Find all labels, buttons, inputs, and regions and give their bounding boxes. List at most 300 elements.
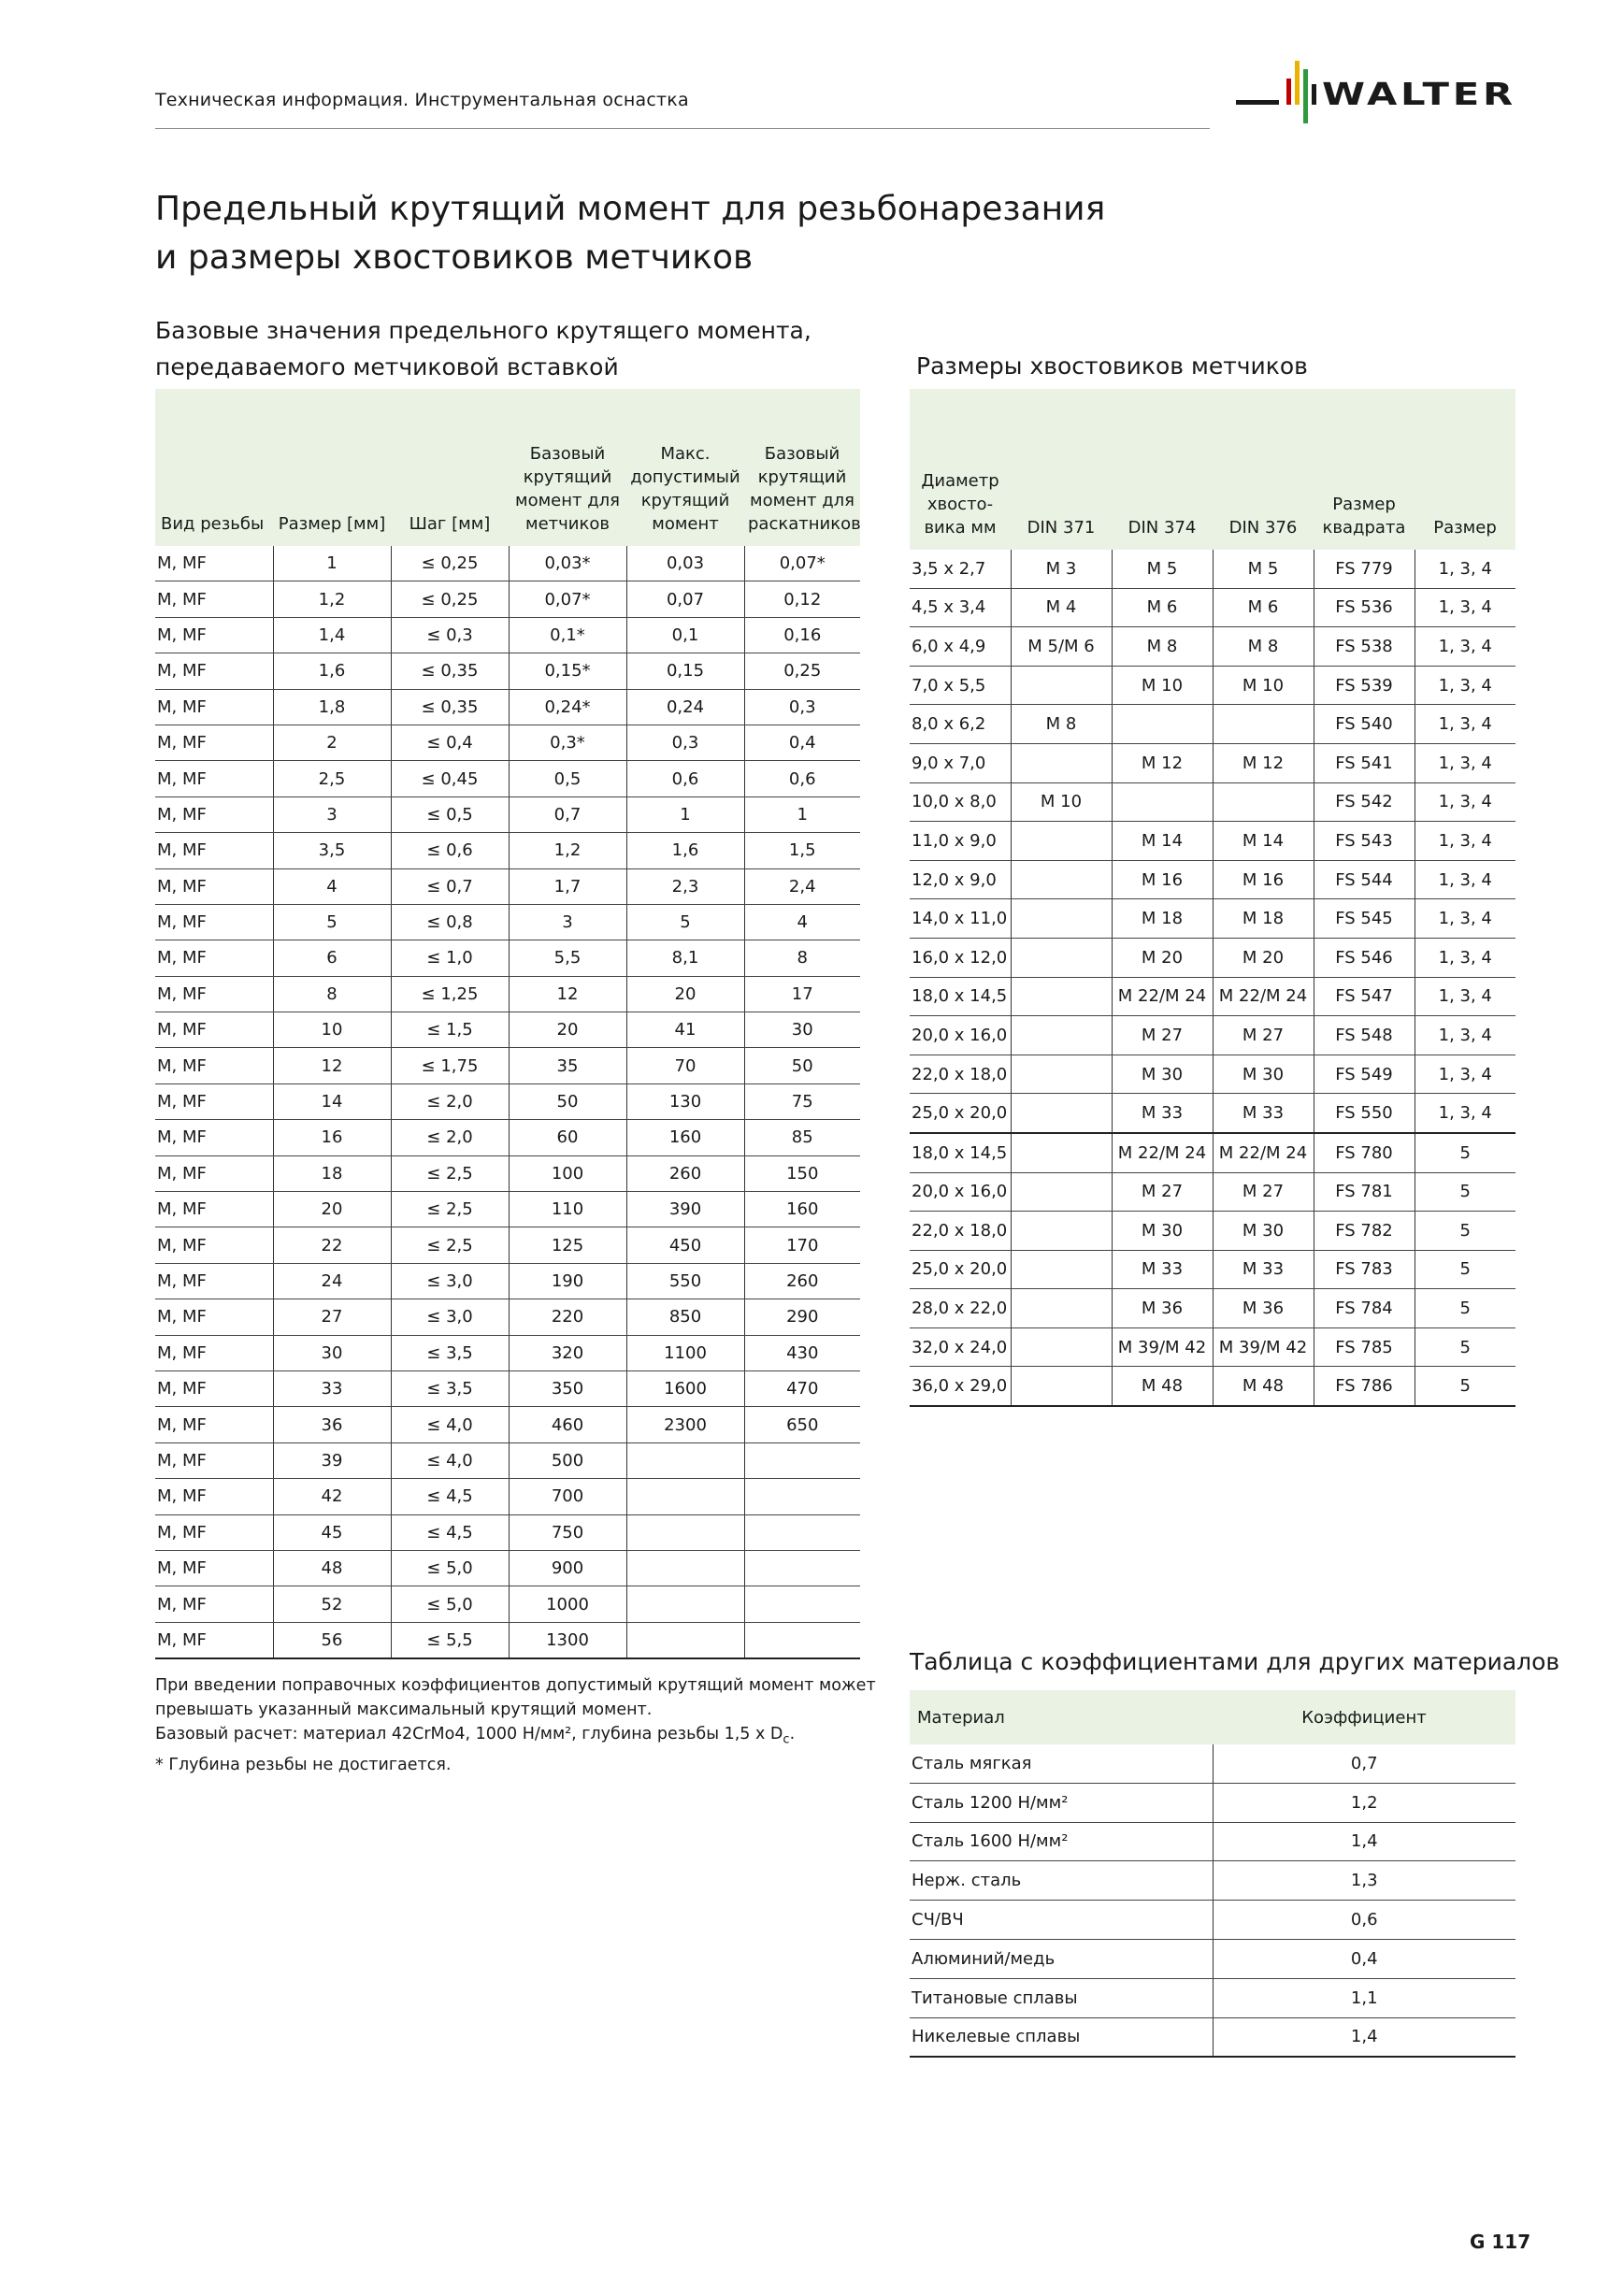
table-cell: 0,15 [626, 653, 744, 689]
table-cell: M, MF [155, 1227, 273, 1263]
table-cell [1011, 1250, 1112, 1289]
table-cell: FS 538 [1314, 627, 1415, 667]
shank-row [910, 977, 1515, 1016]
table-cell: M 30 [1213, 1212, 1314, 1251]
coef-row [910, 1978, 1515, 2017]
table-cell: 0,3 [744, 689, 860, 725]
table-cell: 20 [509, 1012, 626, 1048]
table-cell: 1,2 [509, 833, 626, 868]
table-cell: M, MF [155, 1048, 273, 1083]
table-cell: M 30 [1112, 1212, 1213, 1251]
coef-row [910, 1861, 1515, 1901]
torque-row [155, 689, 860, 725]
table-cell: M, MF [155, 581, 273, 617]
table-cell: 1,7 [509, 868, 626, 904]
table-cell: Сталь 1200 Н/мм² [910, 1783, 1213, 1822]
col-header-coefficient: Коэффициент [1213, 1690, 1515, 1744]
shank-row [910, 1327, 1515, 1367]
table-cell: 8 [744, 940, 860, 976]
table-cell: 70 [626, 1048, 744, 1083]
col-header-pitch: Шаг [мм] [391, 389, 509, 546]
table-cell: 45 [273, 1514, 391, 1550]
table-cell: M, MF [155, 1192, 273, 1227]
table-cell: 290 [744, 1299, 860, 1335]
table-cell: M 12 [1213, 743, 1314, 782]
table-cell: 36 [273, 1407, 391, 1442]
table-cell: FS 540 [1314, 705, 1415, 744]
table-cell: M, MF [155, 689, 273, 725]
coef-row [910, 1822, 1515, 1861]
table-cell: ≤ 3,5 [391, 1335, 509, 1370]
table-cell: 5 [626, 904, 744, 940]
table-cell: M, MF [155, 1622, 273, 1658]
torque-row [155, 940, 860, 976]
table-cell: ≤ 4,0 [391, 1442, 509, 1478]
table-cell: 8,1 [626, 940, 744, 976]
table-cell: M, MF [155, 940, 273, 976]
table-cell: 650 [744, 1407, 860, 1442]
torque-heading-line: передаваемого метчиковой вставкой [155, 353, 619, 380]
table-cell: 20,0 x 16,0 [910, 1016, 1011, 1055]
table-cell: 5 [1415, 1250, 1515, 1289]
table-cell: 22,0 x 18,0 [910, 1212, 1011, 1251]
table-cell: M, MF [155, 976, 273, 1012]
table-cell: 2 [273, 725, 391, 760]
table-cell: ≤ 0,3 [391, 617, 509, 653]
table-cell: 220 [509, 1299, 626, 1335]
shank-row [910, 1289, 1515, 1328]
table-cell: M 20 [1213, 938, 1314, 977]
table-cell: 750 [509, 1514, 626, 1550]
table-cell: 4,5 x 3,4 [910, 588, 1011, 627]
table-cell: 12,0 x 9,0 [910, 860, 1011, 899]
col-header-size-code: Размер [1415, 389, 1515, 550]
table-cell: M 27 [1112, 1172, 1213, 1212]
table-cell: 18 [273, 1155, 391, 1191]
torque-row [155, 1120, 860, 1155]
table-cell: 42 [273, 1479, 391, 1514]
torque-footnotes [155, 1673, 876, 1777]
table-cell [744, 1479, 860, 1514]
table-cell: M, MF [155, 1263, 273, 1299]
table-cell: 39 [273, 1442, 391, 1478]
table-cell: 2,4 [744, 868, 860, 904]
table-cell [1112, 782, 1213, 822]
table-cell: M, MF [155, 1120, 273, 1155]
table-cell: 430 [744, 1335, 860, 1370]
table-cell: ≤ 4,5 [391, 1479, 509, 1514]
torque-row [155, 1514, 860, 1550]
table-cell: 0,07* [744, 546, 860, 581]
table-cell: M, MF [155, 1442, 273, 1478]
table-cell: M 30 [1112, 1055, 1213, 1094]
table-cell: 50 [509, 1083, 626, 1119]
table-cell: M 8 [1213, 627, 1314, 667]
table-cell: 1300 [509, 1622, 626, 1658]
table-cell: 3 [273, 796, 391, 832]
table-cell: M 36 [1112, 1289, 1213, 1328]
table-cell: 0,07* [509, 581, 626, 617]
table-cell: 25,0 x 20,0 [910, 1250, 1011, 1289]
table-cell: 8 [273, 976, 391, 1012]
table-cell: M 22/M 24 [1112, 1133, 1213, 1172]
table-cell: M, MF [155, 833, 273, 868]
table-cell: ≤ 5,5 [391, 1622, 509, 1658]
table-cell: M, MF [155, 868, 273, 904]
table-cell: M, MF [155, 617, 273, 653]
table-cell: ≤ 1,25 [391, 976, 509, 1012]
table-cell: 450 [626, 1227, 744, 1263]
table-cell: FS 548 [1314, 1016, 1415, 1055]
table-cell: 8,0 x 6,2 [910, 705, 1011, 744]
footnote-subscript: c [783, 1732, 790, 1747]
table-cell: M 27 [1213, 1016, 1314, 1055]
torque-row [155, 796, 860, 832]
torque-row [155, 833, 860, 868]
table-cell: ≤ 2,0 [391, 1083, 509, 1119]
table-cell: 1 [273, 546, 391, 581]
col-header-square-size: Размер квадрата [1314, 389, 1415, 550]
torque-row [155, 1370, 860, 1406]
table-cell: M, MF [155, 1155, 273, 1191]
torque-row [155, 1083, 860, 1119]
table-cell: M 5/M 6 [1011, 627, 1112, 667]
table-cell: 0,03* [509, 546, 626, 581]
page-title-line: и размеры хвостовиков метчиков [155, 238, 754, 277]
coef-section-heading: Таблица с коэффициентами для других материалов [910, 1648, 1560, 1675]
table-cell: 24 [273, 1263, 391, 1299]
table-cell: 7,0 x 5,5 [910, 666, 1011, 705]
table-cell: FS 546 [1314, 938, 1415, 977]
table-cell: ≤ 3,0 [391, 1263, 509, 1299]
table-cell: FS 549 [1314, 1055, 1415, 1094]
table-cell: ≤ 0,7 [391, 868, 509, 904]
table-cell: 85 [744, 1120, 860, 1155]
table-cell: FS 783 [1314, 1250, 1415, 1289]
table-cell: 20,0 x 16,0 [910, 1172, 1011, 1212]
table-cell: ≤ 0,35 [391, 689, 509, 725]
table-cell: 100 [509, 1155, 626, 1191]
table-cell: 1, 3, 4 [1415, 1055, 1515, 1094]
table-cell: 60 [509, 1120, 626, 1155]
table-cell: M, MF [155, 1012, 273, 1048]
table-cell: FS 541 [1314, 743, 1415, 782]
torque-row [155, 653, 860, 689]
coef-row [910, 1901, 1515, 1940]
table-cell: M, MF [155, 725, 273, 760]
table-cell: M 12 [1112, 743, 1213, 782]
table-cell: 125 [509, 1227, 626, 1263]
table-cell: 0,7 [509, 796, 626, 832]
table-cell: 1,6 [626, 833, 744, 868]
torque-row [155, 1012, 860, 1048]
table-cell: M, MF [155, 546, 273, 581]
table-cell: 1,3 [1213, 1861, 1515, 1901]
table-cell: 30 [273, 1335, 391, 1370]
table-cell: 35 [509, 1048, 626, 1083]
table-cell: 5 [1415, 1172, 1515, 1212]
torque-row [155, 1155, 860, 1191]
table-cell: FS 545 [1314, 899, 1415, 939]
table-cell: FS 782 [1314, 1212, 1415, 1251]
table-cell: ≤ 0,35 [391, 653, 509, 689]
coef-table [910, 1690, 1515, 2058]
footnote-line: Базовый расчет: материал 42CrMo4, 1000 Н/мм², глубина резьбы 1,5 x $D_c$. [155, 1725, 796, 1747]
table-cell: ≤ 1,75 [391, 1048, 509, 1083]
table-cell: M 18 [1112, 899, 1213, 939]
table-cell: M, MF [155, 1586, 273, 1622]
table-cell: Сталь 1600 Н/мм² [910, 1822, 1213, 1861]
table-cell: 1,4 [1213, 2017, 1515, 2057]
table-cell: M 10 [1213, 666, 1314, 705]
table-cell: ≤ 0,4 [391, 725, 509, 760]
table-cell: M 14 [1112, 822, 1213, 861]
shank-row [910, 938, 1515, 977]
table-cell: 1,4 [1213, 1822, 1515, 1861]
table-cell: M, MF [155, 1083, 273, 1119]
table-cell: 550 [626, 1263, 744, 1299]
table-cell: 110 [509, 1192, 626, 1227]
table-cell: 1000 [509, 1586, 626, 1622]
table-cell: 16,0 x 12,0 [910, 938, 1011, 977]
table-cell: M 33 [1112, 1250, 1213, 1289]
table-cell: 260 [626, 1155, 744, 1191]
table-cell: 22,0 x 18,0 [910, 1055, 1011, 1094]
table-cell: 17 [744, 976, 860, 1012]
table-cell: 1, 3, 4 [1415, 938, 1515, 977]
table-cell: ≤ 0,6 [391, 833, 509, 868]
table-cell: ≤ 2,5 [391, 1192, 509, 1227]
table-cell: 4 [273, 868, 391, 904]
shank-row [910, 588, 1515, 627]
table-cell [1011, 860, 1112, 899]
table-cell: 18,0 x 14,5 [910, 977, 1011, 1016]
table-cell: ≤ 2,5 [391, 1155, 509, 1191]
table-cell [1011, 1212, 1112, 1251]
table-cell: 1, 3, 4 [1415, 705, 1515, 744]
table-cell: 0,1* [509, 617, 626, 653]
table-cell: 50 [744, 1048, 860, 1083]
table-cell: 0,7 [1213, 1744, 1515, 1783]
table-cell: ≤ 4,5 [391, 1514, 509, 1550]
shank-table-header [910, 389, 1515, 550]
table-cell: FS 539 [1314, 666, 1415, 705]
torque-heading-line: Базовые значения предельного крутящего момента, [155, 317, 812, 344]
table-cell: Титановые сплавы [910, 1978, 1213, 2017]
table-cell: 3,5 x 2,7 [910, 550, 1011, 588]
table-cell: 14,0 x 11,0 [910, 899, 1011, 939]
table-cell: ≤ 3,5 [391, 1370, 509, 1406]
table-cell: M 27 [1112, 1016, 1213, 1055]
table-cell: 5 [1415, 1212, 1515, 1251]
table-cell: M 5 [1112, 550, 1213, 588]
table-cell: M 39/M 42 [1213, 1327, 1314, 1367]
table-cell: 0,6 [1213, 1901, 1515, 1940]
table-cell: 4 [744, 904, 860, 940]
table-cell [626, 1586, 744, 1622]
table-cell: M 18 [1213, 899, 1314, 939]
torque-row [155, 1192, 860, 1227]
table-cell: 1100 [626, 1335, 744, 1370]
footnote-text: Базовый расчет: материал 42CrMo4, 1000 Н/мм², глубина резьбы 1,5 x D [155, 1725, 783, 1744]
table-cell: 190 [509, 1263, 626, 1299]
table-cell: 0,25 [744, 653, 860, 689]
table-cell: 0,3* [509, 725, 626, 760]
table-cell [1011, 1289, 1112, 1328]
col-header-din374: DIN 374 [1112, 389, 1213, 550]
table-cell: 5 [1415, 1133, 1515, 1172]
shank-row [910, 899, 1515, 939]
table-cell: 0,16 [744, 617, 860, 653]
table-cell: FS 544 [1314, 860, 1415, 899]
table-cell: M 20 [1112, 938, 1213, 977]
col-header-base-torque-formers: Базовый крутящий момент для раскатников [744, 389, 860, 546]
table-cell: FS 547 [1314, 977, 1415, 1016]
logo-bar-green [1303, 69, 1308, 123]
table-cell [1011, 1094, 1112, 1133]
torque-row [155, 546, 860, 581]
table-cell: 16 [273, 1120, 391, 1155]
table-cell: M, MF [155, 1550, 273, 1586]
shank-row [910, 1367, 1515, 1406]
torque-row [155, 976, 860, 1012]
col-header-size: Размер [мм] [273, 389, 391, 546]
table-cell: 32,0 x 24,0 [910, 1327, 1011, 1367]
table-cell: M, MF [155, 1407, 273, 1442]
table-cell: 1, 3, 4 [1415, 899, 1515, 939]
table-cell: 500 [509, 1442, 626, 1478]
table-cell: 0,03 [626, 546, 744, 581]
torque-row [155, 725, 860, 760]
table-cell: 20 [273, 1192, 391, 1227]
table-cell: 36,0 x 29,0 [910, 1367, 1011, 1406]
table-cell [744, 1622, 860, 1658]
table-cell: 12 [509, 976, 626, 1012]
shank-row [910, 1212, 1515, 1251]
table-cell: 1,1 [1213, 1978, 1515, 2017]
table-cell: 390 [626, 1192, 744, 1227]
coef-row [910, 1783, 1515, 1822]
table-cell: 170 [744, 1227, 860, 1263]
table-cell: FS 543 [1314, 822, 1415, 861]
table-cell [1011, 1172, 1112, 1212]
table-cell: M 16 [1112, 860, 1213, 899]
table-cell: M 22/M 24 [1213, 1133, 1314, 1172]
table-cell: 320 [509, 1335, 626, 1370]
table-cell: 41 [626, 1012, 744, 1048]
torque-row [155, 581, 860, 617]
shank-row [910, 1172, 1515, 1212]
coef-row [910, 2017, 1515, 2057]
table-cell: FS 784 [1314, 1289, 1415, 1328]
table-cell: 0,24 [626, 689, 744, 725]
table-cell [626, 1514, 744, 1550]
table-cell: 5 [1415, 1367, 1515, 1406]
table-cell [744, 1514, 860, 1550]
torque-row [155, 904, 860, 940]
table-cell: 0,07 [626, 581, 744, 617]
logo-dash [1236, 100, 1279, 105]
col-header-base-torque-taps: Базовый крутящий момент для метчиков [509, 389, 626, 546]
table-cell: 1, 3, 4 [1415, 1094, 1515, 1133]
table-cell: 1 [744, 796, 860, 832]
torque-row [155, 1263, 860, 1299]
shank-row [910, 666, 1515, 705]
table-cell: 28,0 x 22,0 [910, 1289, 1011, 1328]
table-cell: M, MF [155, 653, 273, 689]
table-cell: 1 [626, 796, 744, 832]
table-cell: 75 [744, 1083, 860, 1119]
table-cell: M 14 [1213, 822, 1314, 861]
table-cell: 850 [626, 1299, 744, 1335]
table-cell: 52 [273, 1586, 391, 1622]
table-cell [1112, 705, 1213, 744]
table-cell: 1, 3, 4 [1415, 977, 1515, 1016]
table-cell: Никелевые сплавы [910, 2017, 1213, 2057]
table-cell: FS 779 [1314, 550, 1415, 588]
table-cell [1011, 1327, 1112, 1367]
torque-row [155, 1442, 860, 1478]
table-cell: ≤ 4,0 [391, 1407, 509, 1442]
table-cell [1011, 666, 1112, 705]
table-cell: M 30 [1213, 1055, 1314, 1094]
table-cell: 9,0 x 7,0 [910, 743, 1011, 782]
table-cell: M 33 [1112, 1094, 1213, 1133]
table-cell: 6 [273, 940, 391, 976]
table-cell: M 6 [1112, 588, 1213, 627]
col-header-material: Материал [910, 1690, 1213, 1744]
shank-row [910, 1133, 1515, 1172]
table-cell: 1, 3, 4 [1415, 666, 1515, 705]
table-cell: FS 550 [1314, 1094, 1415, 1133]
table-cell: FS 781 [1314, 1172, 1415, 1212]
torque-row [155, 617, 860, 653]
table-cell: 2,5 [273, 761, 391, 796]
table-cell [744, 1442, 860, 1478]
table-cell: 27 [273, 1299, 391, 1335]
table-cell: 3,5 [273, 833, 391, 868]
table-cell: 1, 3, 4 [1415, 588, 1515, 627]
table-cell: ≤ 0,5 [391, 796, 509, 832]
table-cell: M 6 [1213, 588, 1314, 627]
shank-row [910, 1094, 1515, 1133]
table-cell [744, 1586, 860, 1622]
table-cell: M 48 [1213, 1367, 1314, 1406]
table-cell: M, MF [155, 1370, 273, 1406]
torque-table [155, 389, 860, 1659]
table-cell: ≤ 1,5 [391, 1012, 509, 1048]
table-cell [1011, 977, 1112, 1016]
table-cell [744, 1550, 860, 1586]
table-cell: 30 [744, 1012, 860, 1048]
table-cell: Нерж. сталь [910, 1861, 1213, 1901]
logo-bar-yellow [1295, 61, 1300, 105]
table-cell: Сталь мягкая [910, 1744, 1213, 1783]
table-cell: FS 780 [1314, 1133, 1415, 1172]
table-cell: 14 [273, 1083, 391, 1119]
table-cell: M 33 [1213, 1094, 1314, 1133]
shank-row [910, 860, 1515, 899]
table-cell: 10 [273, 1012, 391, 1048]
table-cell: 160 [626, 1120, 744, 1155]
footnote-line: * Глубина резьбы не достигается. [155, 1755, 452, 1774]
table-cell: ≤ 3,0 [391, 1299, 509, 1335]
table-cell: 20 [626, 976, 744, 1012]
table-cell: M 10 [1011, 782, 1112, 822]
shank-row [910, 1250, 1515, 1289]
table-cell: 260 [744, 1263, 860, 1299]
table-cell [626, 1622, 744, 1658]
